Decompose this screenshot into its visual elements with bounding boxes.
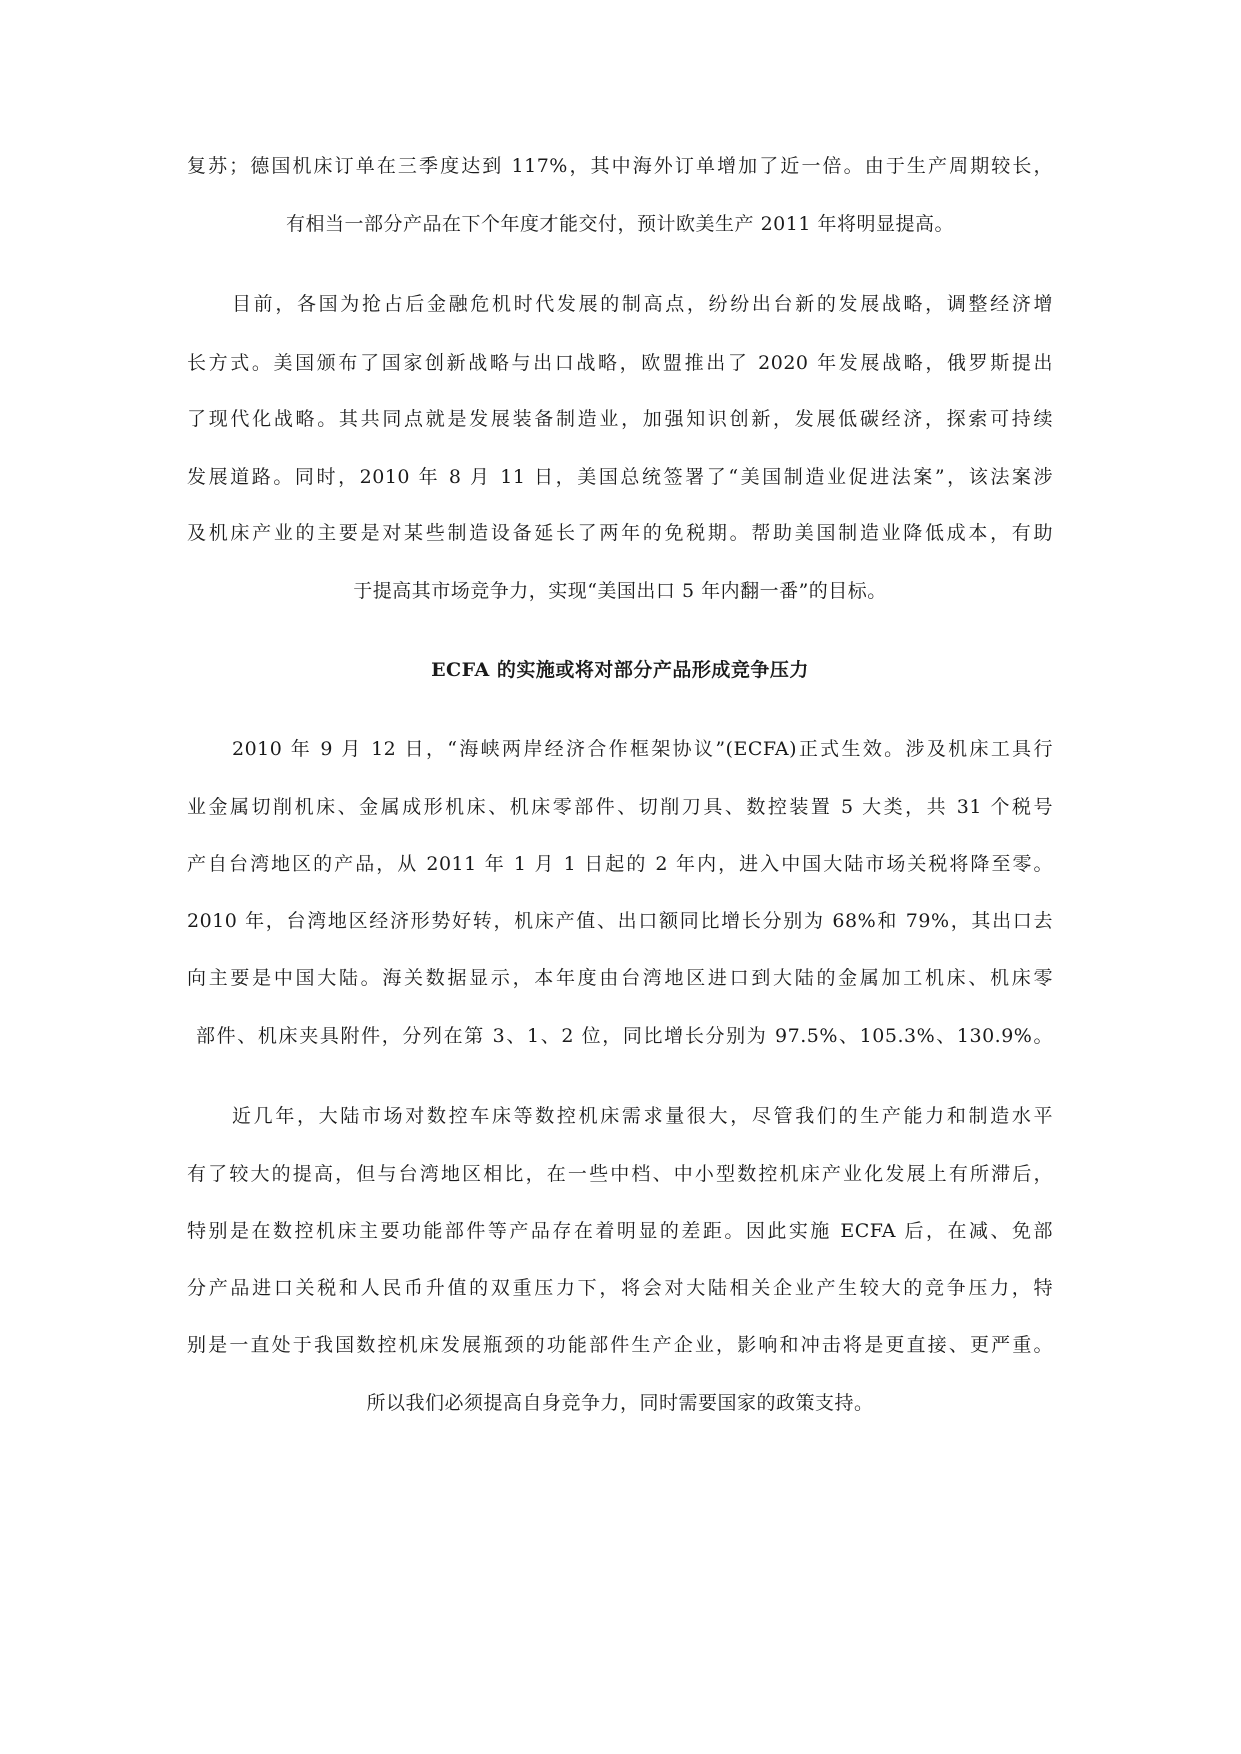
paragraph-line: 及机床产业的主要是对某些制造设备延长了两年的免税期。帮助美国制造业降低成本，有助 (187, 522, 1053, 544)
paragraph-line: 分产品进口关税和人民币升值的双重压力下，将会对大陆相关企业产生较大的竞争压力，特 (187, 1277, 1053, 1299)
paragraph-line: 长方式。美国颁布了国家创新战略与出口战略，欧盟推出了 2020 年发展战略，俄罗斯提出 (187, 352, 1053, 374)
paragraph-line: 向主要是中国大陆。海关数据显示，本年度由台湾地区进口到大陆的金属加工机床、机床零 (187, 967, 1053, 989)
paragraph-line: 复苏；德国机床订单在三季度达到 117%，其中海外订单增加了近一倍。由于生产周期较长， (187, 155, 1053, 177)
paragraph-line: 部件、机床夹具附件，分列在第 3、1、2 位，同比增长分别为 97.5%、105.3%、130.9%。 (196, 1025, 1053, 1047)
paragraph-line: 业金属切削机床、金属成形机床、机床零部件、切削刀具、数控装置 5 大类，共 31 个税号 (187, 796, 1053, 818)
section-heading: ECFA 的实施或将对部分产品形成竞争压力 (431, 659, 809, 681)
paragraph-line: 于提高其市场竞争力，实现“美国出口 5 年内翻一番”的目标。 (353, 580, 887, 602)
paragraph-line: 别是一直处于我国数控机床发展瓶颈的功能部件生产企业，影响和冲击将是更直接、更严重。 (187, 1334, 1053, 1356)
paragraph-line: 所以我们必须提高自身竞争力，同时需要国家的政策支持。 (366, 1392, 874, 1414)
paragraph-line: 目前，各国为抢占后金融危机时代发展的制高点，纷纷出台新的发展战略，调整经济增 (232, 293, 1053, 315)
paragraph-line: 有相当一部分产品在下个年度才能交付，预计欧美生产 2011 年将明显提高。 (286, 213, 954, 235)
paragraph-line: 产自台湾地区的产品，从 2011 年 1 月 1 日起的 2 年内，进入中国大陆市场关税将降至零。 (187, 853, 1053, 875)
paragraph-line: 了现代化战略。其共同点就是发展装备制造业，加强知识创新，发展低碳经济，探索可持续 (187, 408, 1053, 430)
paragraph-line: 近几年，大陆市场对数控车床等数控机床需求量很大，尽管我们的生产能力和制造水平 (232, 1105, 1053, 1127)
paragraph-line: 2010 年，台湾地区经济形势好转，机床产值、出口额同比增长分别为 68%和 79%，其出口去 (187, 910, 1053, 932)
paragraph-line: 有了较大的提高，但与台湾地区相比，在一些中档、中小型数控机床产业化发展上有所滞后， (187, 1163, 1053, 1185)
paragraph-line: 2010 年 9 月 12 日，“海峡两岸经济合作框架协议”(ECFA)正式生效。涉及机床工具行 (232, 738, 1053, 760)
paragraph-line: 特别是在数控机床主要功能部件等产品存在着明显的差距。因此实施 ECFA 后，在减、免部 (187, 1220, 1053, 1242)
paragraph-line: 发展道路。同时，2010 年 8 月 11 日，美国总统签署了“美国制造业促进法案”，该法案涉 (187, 466, 1053, 488)
